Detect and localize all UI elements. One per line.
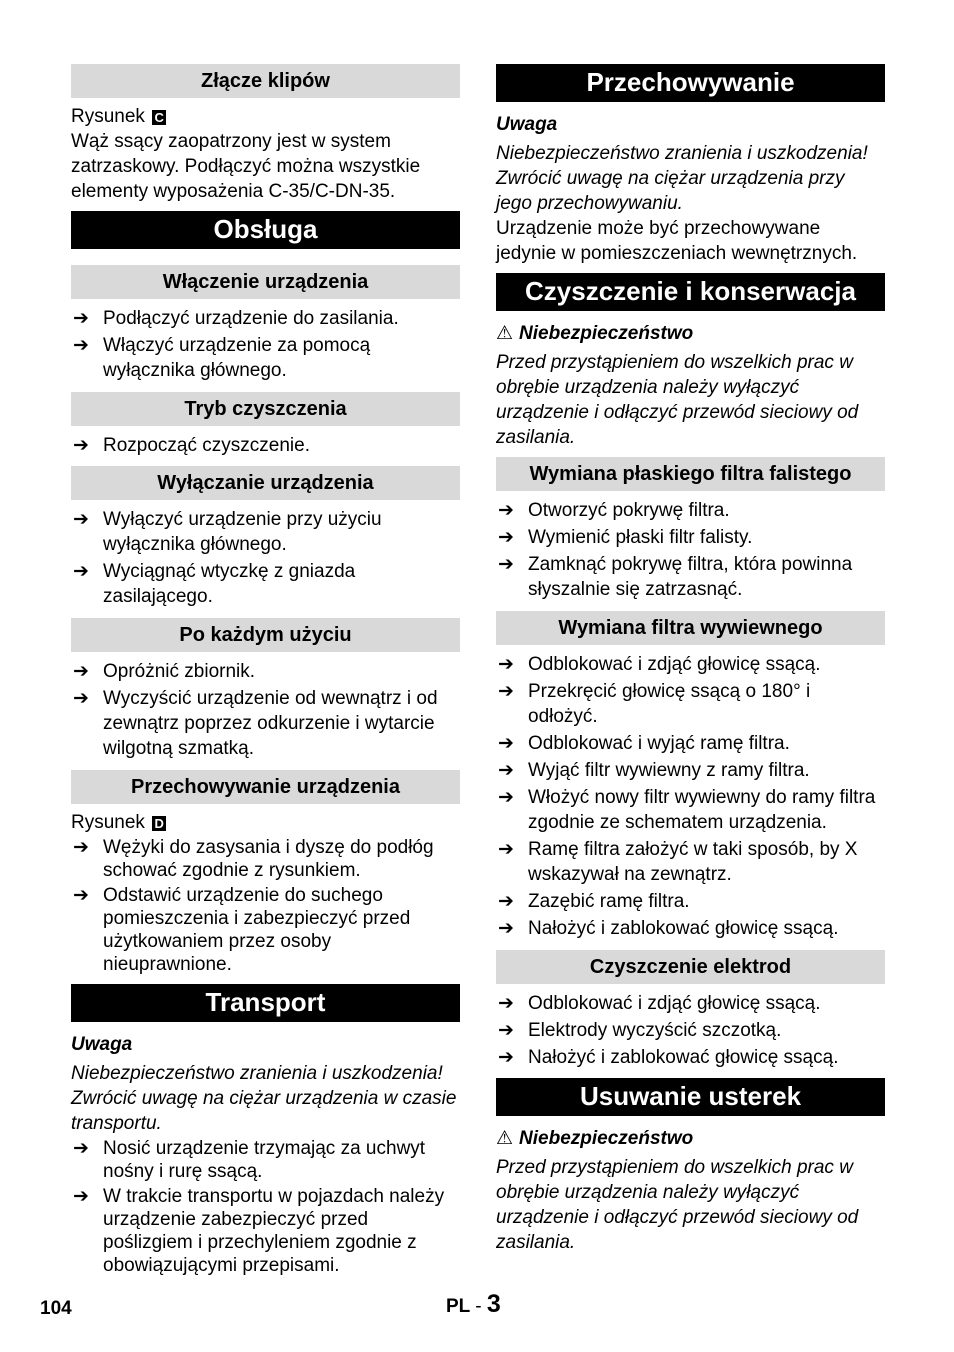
arrow-right-icon: ➔ <box>73 435 89 456</box>
list-przechowywanie-urzadzenia <box>71 836 460 976</box>
list-item <box>71 1185 460 1277</box>
arrow-right-icon: ➔ <box>73 661 89 682</box>
language-code: PL <box>446 1296 470 1317</box>
heading-wymiana-filtra-wywiewnego: Wymiana filtra wywiewnego <box>496 611 885 645</box>
list-item-text: Otworzyć pokrywę filtra. <box>528 500 730 521</box>
list-item <box>496 785 885 835</box>
arrow-right-icon: ➔ <box>498 760 514 781</box>
danger-text: Przed przystąpieniem do wszelkich prac w obrębie urządzenia należy wyłączyć urządzenie i odłączyć przewód sieciowy od zasilania. <box>496 1157 859 1253</box>
arrow-right-icon: ➔ <box>498 1020 514 1041</box>
figure-label: Rysunek <box>71 812 145 833</box>
heading-wymiana-plaskiego-filtra: Wymiana płaskiego filtra falistego <box>496 457 885 491</box>
list-item <box>71 333 460 383</box>
list-item-text: Odblokować i zdjąć głowicę ssącą. <box>528 993 821 1014</box>
list-item <box>71 1137 460 1183</box>
list-item <box>496 1018 885 1043</box>
list-item-text: Wyczyścić urządzenie od wewnątrz i od zewnątrz poprzez odkurzenie i wytarcie wilgotną szmatką. <box>103 688 438 759</box>
page-section-label <box>446 1292 501 1319</box>
list-item-text: Odblokować i wyjąć ramę filtra. <box>528 733 790 754</box>
arrow-right-icon: ➔ <box>498 733 514 754</box>
list-item <box>71 884 460 976</box>
figure-letter-c: C <box>152 110 166 125</box>
arrow-right-icon: ➔ <box>73 688 89 709</box>
list-transport <box>71 1137 460 1277</box>
figure-letter-d: D <box>152 816 166 831</box>
list-item <box>496 916 885 941</box>
list-item-text: Wyłączyć urządzenie przy użyciu wyłącznika głównego. <box>103 509 382 555</box>
list-po-kazdym <box>71 659 460 761</box>
figure-label: Rysunek <box>71 106 145 127</box>
list-item <box>496 758 885 783</box>
list-item <box>71 306 460 331</box>
section-number: 3 <box>486 1290 501 1318</box>
list-item-text: Zamknąć pokrywę filtra, która powinna słyszalnie się zatrzasnąć. <box>528 554 853 600</box>
list-item <box>496 1045 885 1070</box>
arrow-right-icon: ➔ <box>498 681 514 702</box>
note-label: Uwaga <box>71 1034 133 1055</box>
list-item <box>496 652 885 677</box>
arrow-right-icon: ➔ <box>73 561 89 582</box>
separator: - <box>475 1296 482 1317</box>
clips-text: Wąż ssący zaopatrzony jest w system zatrzaskowy. Podłączyć można wszystkie elementy wyposażenia C-35/C-DN-35. <box>71 131 421 202</box>
heading-obsluga: Obsługa <box>71 211 460 249</box>
list-item <box>496 731 885 756</box>
heading-czyszczenie-i-konserwacja: Czyszczenie i konserwacja <box>496 273 885 311</box>
danger-label: Niebezpieczeństwo <box>519 323 694 344</box>
list-tryb <box>71 433 460 458</box>
list-item-text: Wężyki do zasysania i dyszę do podłóg schować zgodnie z rysunkiem. <box>103 837 434 881</box>
list-wlaczenie <box>71 306 460 383</box>
arrow-right-icon: ➔ <box>498 527 514 548</box>
arrow-right-icon: ➔ <box>498 787 514 808</box>
list-filtr-plaski <box>496 498 885 602</box>
list-item-text: Podłączyć urządzenie do zasilania. <box>103 308 399 329</box>
arrow-right-icon: ➔ <box>498 654 514 675</box>
list-item-text: Nosić urządzenie trzymając za uchwyt nośny i rurę ssącą. <box>103 1138 426 1182</box>
arrow-right-icon: ➔ <box>498 918 514 939</box>
heading-zlacze-klipow: Złącze klipów <box>71 64 460 98</box>
arrow-right-icon: ➔ <box>73 335 89 356</box>
list-item <box>71 836 460 882</box>
right-column <box>496 64 885 1255</box>
heading-czyszczenie-elektrod: Czyszczenie elektrod <box>496 950 885 984</box>
list-elektrody <box>496 991 885 1070</box>
heading-wylaczanie: Wyłączanie urządzenia <box>71 466 460 500</box>
storage-text: Urządzenie może być przechowywane jedynie w pomieszczeniach wewnętrznych. <box>496 218 858 264</box>
list-item <box>496 525 885 550</box>
list-item <box>496 552 885 602</box>
list-item-text: Elektrody wyczyścić szczotką. <box>528 1020 782 1041</box>
heading-przechowywanie-urzadzenia: Przechowywanie urządzenia <box>71 770 460 804</box>
list-item <box>496 679 885 729</box>
list-item <box>71 507 460 557</box>
list-item <box>71 559 460 609</box>
figure-ref-d <box>71 811 460 835</box>
arrow-right-icon: ➔ <box>498 554 514 575</box>
heading-usuwanie-usterek: Usuwanie usterek <box>496 1078 885 1116</box>
arrow-right-icon: ➔ <box>498 1047 514 1068</box>
arrow-right-icon: ➔ <box>73 1138 89 1159</box>
list-item-text: Włożyć nowy filtr wywiewny do ramy filtra zgodnie ze schematem urządzenia. <box>528 787 876 833</box>
list-item-text: Opróżnić zbiornik. <box>103 661 256 682</box>
heading-tryb-czyszczenia: Tryb czyszczenia <box>71 392 460 426</box>
list-item-text: Nałożyć i zablokować głowicę ssącą. <box>528 918 839 939</box>
warning-triangle-icon: ⚠ <box>496 1128 514 1149</box>
arrow-right-icon: ➔ <box>73 837 89 858</box>
danger-text: Przed przystąpieniem do wszelkich prac w obrębie urządzenia należy wyłączyć urządzenie i odłączyć przewód sieciowy od zasilania. <box>496 352 859 448</box>
heading-po-kazdym-uzyciu: Po każdym użyciu <box>71 618 460 652</box>
danger-heading <box>496 321 885 346</box>
list-item-text: Ramę filtra założyć w taki sposób, by X wskazywał na zewnątrz. <box>528 839 858 885</box>
heading-wlaczenie: Włączenie urządzenia <box>71 265 460 299</box>
arrow-right-icon: ➔ <box>498 993 514 1014</box>
arrow-right-icon: ➔ <box>73 509 89 530</box>
list-item-text: Włączyć urządzenie za pomocą wyłącznika głównego. <box>103 335 371 381</box>
note-text: Niebezpieczeństwo zranienia i uszkodzenia! Zwrócić uwagę na ciężar urządzenia w czasie transportu. <box>71 1063 457 1134</box>
list-wylaczanie <box>71 507 460 609</box>
list-item <box>496 889 885 914</box>
arrow-right-icon: ➔ <box>73 885 89 906</box>
list-item <box>71 659 460 684</box>
list-item <box>71 433 460 458</box>
danger-heading <box>496 1126 885 1151</box>
danger-label: Niebezpieczeństwo <box>519 1128 694 1149</box>
list-item-text: Wymienić płaski filtr falisty. <box>528 527 753 548</box>
figure-ref-c <box>71 104 460 129</box>
list-item-text: Nałożyć i zablokować głowicę ssącą. <box>528 1047 839 1068</box>
page-number: 104 <box>40 1298 72 1319</box>
list-filtr-wywiewny <box>496 652 885 941</box>
list-item-text: Przekręcić głowicę ssącą o 180° i odłożyć. <box>528 681 811 727</box>
warning-triangle-icon: ⚠ <box>496 323 514 344</box>
list-item <box>496 498 885 523</box>
list-item-text: Odblokować i zdjąć głowicę ssącą. <box>528 654 821 675</box>
arrow-right-icon: ➔ <box>73 308 89 329</box>
arrow-right-icon: ➔ <box>498 891 514 912</box>
list-item-text: Wyjąć filtr wywiewny z ramy filtra. <box>528 760 810 781</box>
list-item-text: Wyciągnąć wtyczkę z gniazda zasilającego. <box>103 561 356 607</box>
note-text: Niebezpieczeństwo zranienia i uszkodzenia! Zwrócić uwagę na ciężar urządzenia przy jego przechowywaniu. <box>496 143 868 214</box>
list-item-text: Rozpocząć czyszczenie. <box>103 435 310 456</box>
arrow-right-icon: ➔ <box>498 839 514 860</box>
note-label: Uwaga <box>496 114 558 135</box>
list-item-text: W trakcie transportu w pojazdach należy urządzenie zabezpieczyć przed poślizgiem i przechyleniem zgodnie z obowiązującymi przepisami. <box>103 1186 445 1276</box>
left-column <box>71 64 460 1277</box>
list-item <box>71 686 460 761</box>
list-item <box>496 837 885 887</box>
list-item-text: Zazębić ramę filtra. <box>528 891 690 912</box>
arrow-right-icon: ➔ <box>498 500 514 521</box>
list-item-text: Odstawić urządzenie do suchego pomieszczenia i zabezpieczyć przed użytkowaniem przez osoby nieuprawnione. <box>103 885 411 975</box>
arrow-right-icon: ➔ <box>73 1186 89 1207</box>
heading-przechowywanie: Przechowywanie <box>496 64 885 102</box>
list-item <box>496 991 885 1016</box>
heading-transport: Transport <box>71 984 460 1022</box>
